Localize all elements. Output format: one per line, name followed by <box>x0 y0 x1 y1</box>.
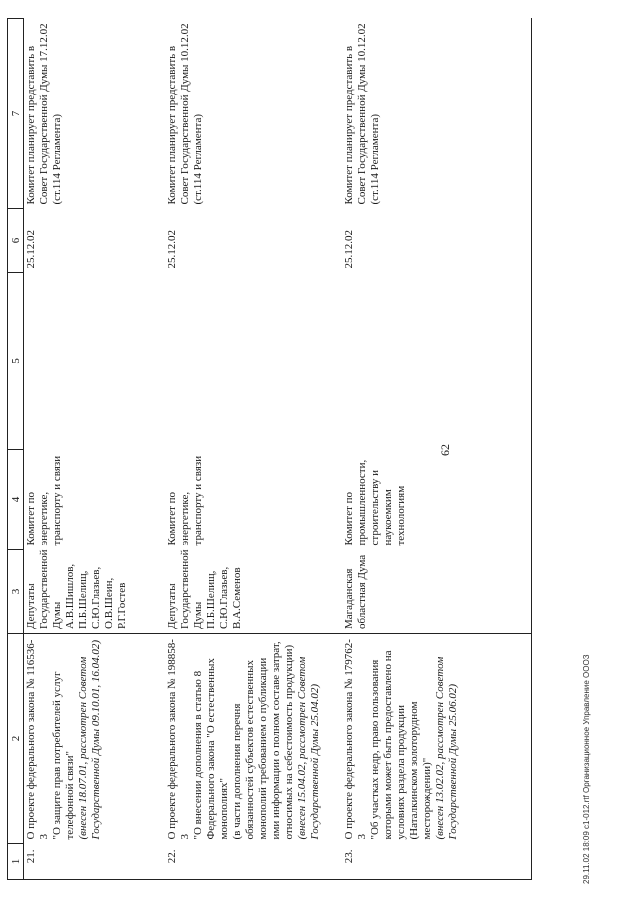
bill-intro: О проекте федерального закона № 116536-3 <box>25 639 50 840</box>
footer-text: 29.11.02 18:09 c1-012.rtf Организационное Управление ОООЗ <box>582 654 591 884</box>
author-line: Р.Г.Гостев <box>116 582 128 629</box>
date-cell: 25.12.02 <box>165 230 178 269</box>
bill-intro: О проекте федерального закона № 179762-3 <box>342 639 368 840</box>
plan-cell: Комитет планирует представить в Совет Государственной Думы 10.12.02 (ст.114 Регламента) <box>342 19 532 209</box>
date-cell: 25.12.02 <box>342 209 532 273</box>
column-header: 3 <box>8 550 24 634</box>
bill-description: (в части дополнения перечня обязанностей субъектов естественных монополий требованием о публикации ими информации о полном составе затрат, относимых на себестоимость продукции) <box>230 641 295 840</box>
bill-intro: О проекте федерального закона № 198858-3 <box>165 639 191 840</box>
table-row <box>342 19 532 880</box>
author-line: Магаданская <box>342 568 355 629</box>
committee-cell: Комитет по энергетике, транспорту и связи <box>25 455 63 546</box>
author-line: Думы <box>191 601 204 629</box>
bill-history: (внесен 18.07.01, рассмотрен Советом Государственной Думы 09.10.01, 16.04.02) <box>77 639 102 840</box>
bill-history: (внесен 15.04.02, рассмотрен Советом Государственной Думы 25.04.02) <box>295 656 321 840</box>
column-header: 5 <box>8 273 24 450</box>
bills-table <box>7 18 532 880</box>
bill-cell <box>165 634 342 844</box>
author-line: А.В.Шишлов, <box>64 563 76 629</box>
bill-title: "О внесении дополнения в статью 8 Федерального закона "О естественных монополиях" <box>191 658 230 840</box>
author-line: В.А.Семенов <box>230 567 243 629</box>
bill-cell <box>24 634 165 844</box>
bill-title: "Об участках недр, право пользования которыми может быть предоставлено на условиях раздела продукции (Наталкинском золоторудном месторождении)" <box>368 650 433 840</box>
committee-cell: Комитет по промышленности, строительству и наукоемким технологиям <box>342 450 532 550</box>
authors-cell <box>24 550 165 634</box>
author-line: Думы <box>51 601 63 629</box>
bill-history: (внесен 13.02.02, рассмотрен Советом Государственной Думы 25.06.02) <box>433 656 459 840</box>
author-line: С.Ю.Глазьев, <box>90 566 102 629</box>
table-row <box>165 19 342 880</box>
author-line: областная Дума <box>355 554 368 629</box>
date-cell: 25.12.02 <box>25 230 37 269</box>
author-line: О.В.Шеин, <box>103 577 115 629</box>
column-5-cell <box>342 273 532 450</box>
authors-cell <box>165 550 342 634</box>
column-5-cell <box>24 273 165 450</box>
plan-cell: Комитет планирует представить в Совет Государственной Думы 17.12.02 (ст.114 Регламента) <box>25 23 63 205</box>
header-row <box>8 19 24 880</box>
row-number: 22. <box>165 844 342 880</box>
bill-cell <box>342 634 532 844</box>
author-line: Депутаты <box>165 583 178 629</box>
committee-cell: Комитет по энергетике, транспорту и связи <box>165 455 204 546</box>
column-header: 4 <box>8 450 24 550</box>
author-line: Государственной <box>38 549 50 629</box>
column-header: 2 <box>8 634 24 844</box>
authors-cell <box>342 550 532 634</box>
column-header: 6 <box>8 209 24 273</box>
author-line: П.Б.Шелищ, <box>77 570 89 629</box>
column-header: 7 <box>8 19 24 209</box>
table-row <box>24 19 165 880</box>
column-header: 1 <box>8 844 24 880</box>
table-body <box>24 19 532 880</box>
author-line: С.Ю.Глазьев, <box>217 566 230 629</box>
plan-cell: Комитет планирует представить в Совет Государственной Думы 10.12.02 (ст.114 Регламента) <box>165 23 204 205</box>
page-number: 62 <box>438 444 452 456</box>
row-number: 23. <box>342 844 532 880</box>
column-5-cell <box>165 273 342 450</box>
author-line: П.Б.Шелищ, <box>204 570 217 629</box>
row-number: 21. <box>24 844 165 880</box>
author-line: Государственной <box>178 549 191 629</box>
author-line: Депутаты <box>25 583 37 629</box>
bill-title: "О защите прав потребителей услуг телефонной связи" <box>51 671 76 840</box>
